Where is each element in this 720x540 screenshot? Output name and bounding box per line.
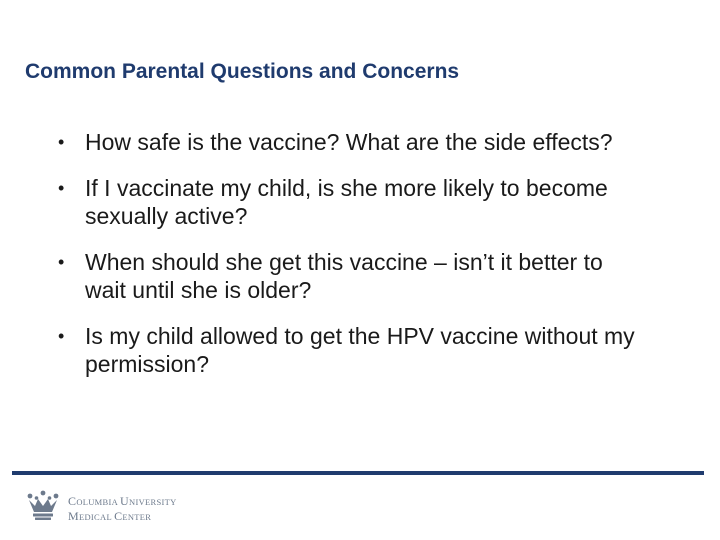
logo-letter: M: [68, 509, 79, 523]
bullet-text: How safe is the vaccine? What are the side effects?: [85, 129, 613, 155]
logo-line-medical-center: [68, 509, 177, 524]
bullet-dot: •: [58, 132, 65, 152]
logo-letters: OLUMBIA: [76, 497, 121, 507]
logo-letter: U: [120, 494, 130, 508]
bullet-item: [58, 248, 638, 304]
crown-icon: [26, 490, 60, 522]
bullet-dot: •: [58, 178, 65, 198]
bullet-dot: •: [58, 252, 65, 272]
bullet-text: When should she get this vaccine – isn’t it better to wait until she is older?: [85, 249, 603, 303]
logo-letters: EDICAL: [78, 512, 115, 522]
bullet-dot: •: [58, 326, 65, 346]
bullet-item: [58, 174, 638, 230]
bullet-list: [58, 128, 638, 396]
bullet-item: [58, 128, 638, 156]
logo-line-university: [68, 494, 177, 509]
logo-letters: ENTER: [122, 512, 152, 522]
footer-divider: [12, 471, 704, 475]
bullet-text: If I vaccinate my child, is she more likely to become sexually active?: [85, 175, 608, 229]
logo-wordmark: [68, 494, 177, 524]
slide-title: Common Parental Questions and Concerns: [25, 60, 460, 83]
bullet-item: [58, 322, 638, 378]
bullet-text: Is my child allowed to get the HPV vaccine without my permission?: [85, 323, 635, 377]
logo-letter: C: [114, 509, 123, 523]
logo-letter: C: [68, 494, 77, 508]
columbia-logo: [26, 490, 176, 524]
logo-letters: NIVERSITY: [129, 497, 177, 507]
